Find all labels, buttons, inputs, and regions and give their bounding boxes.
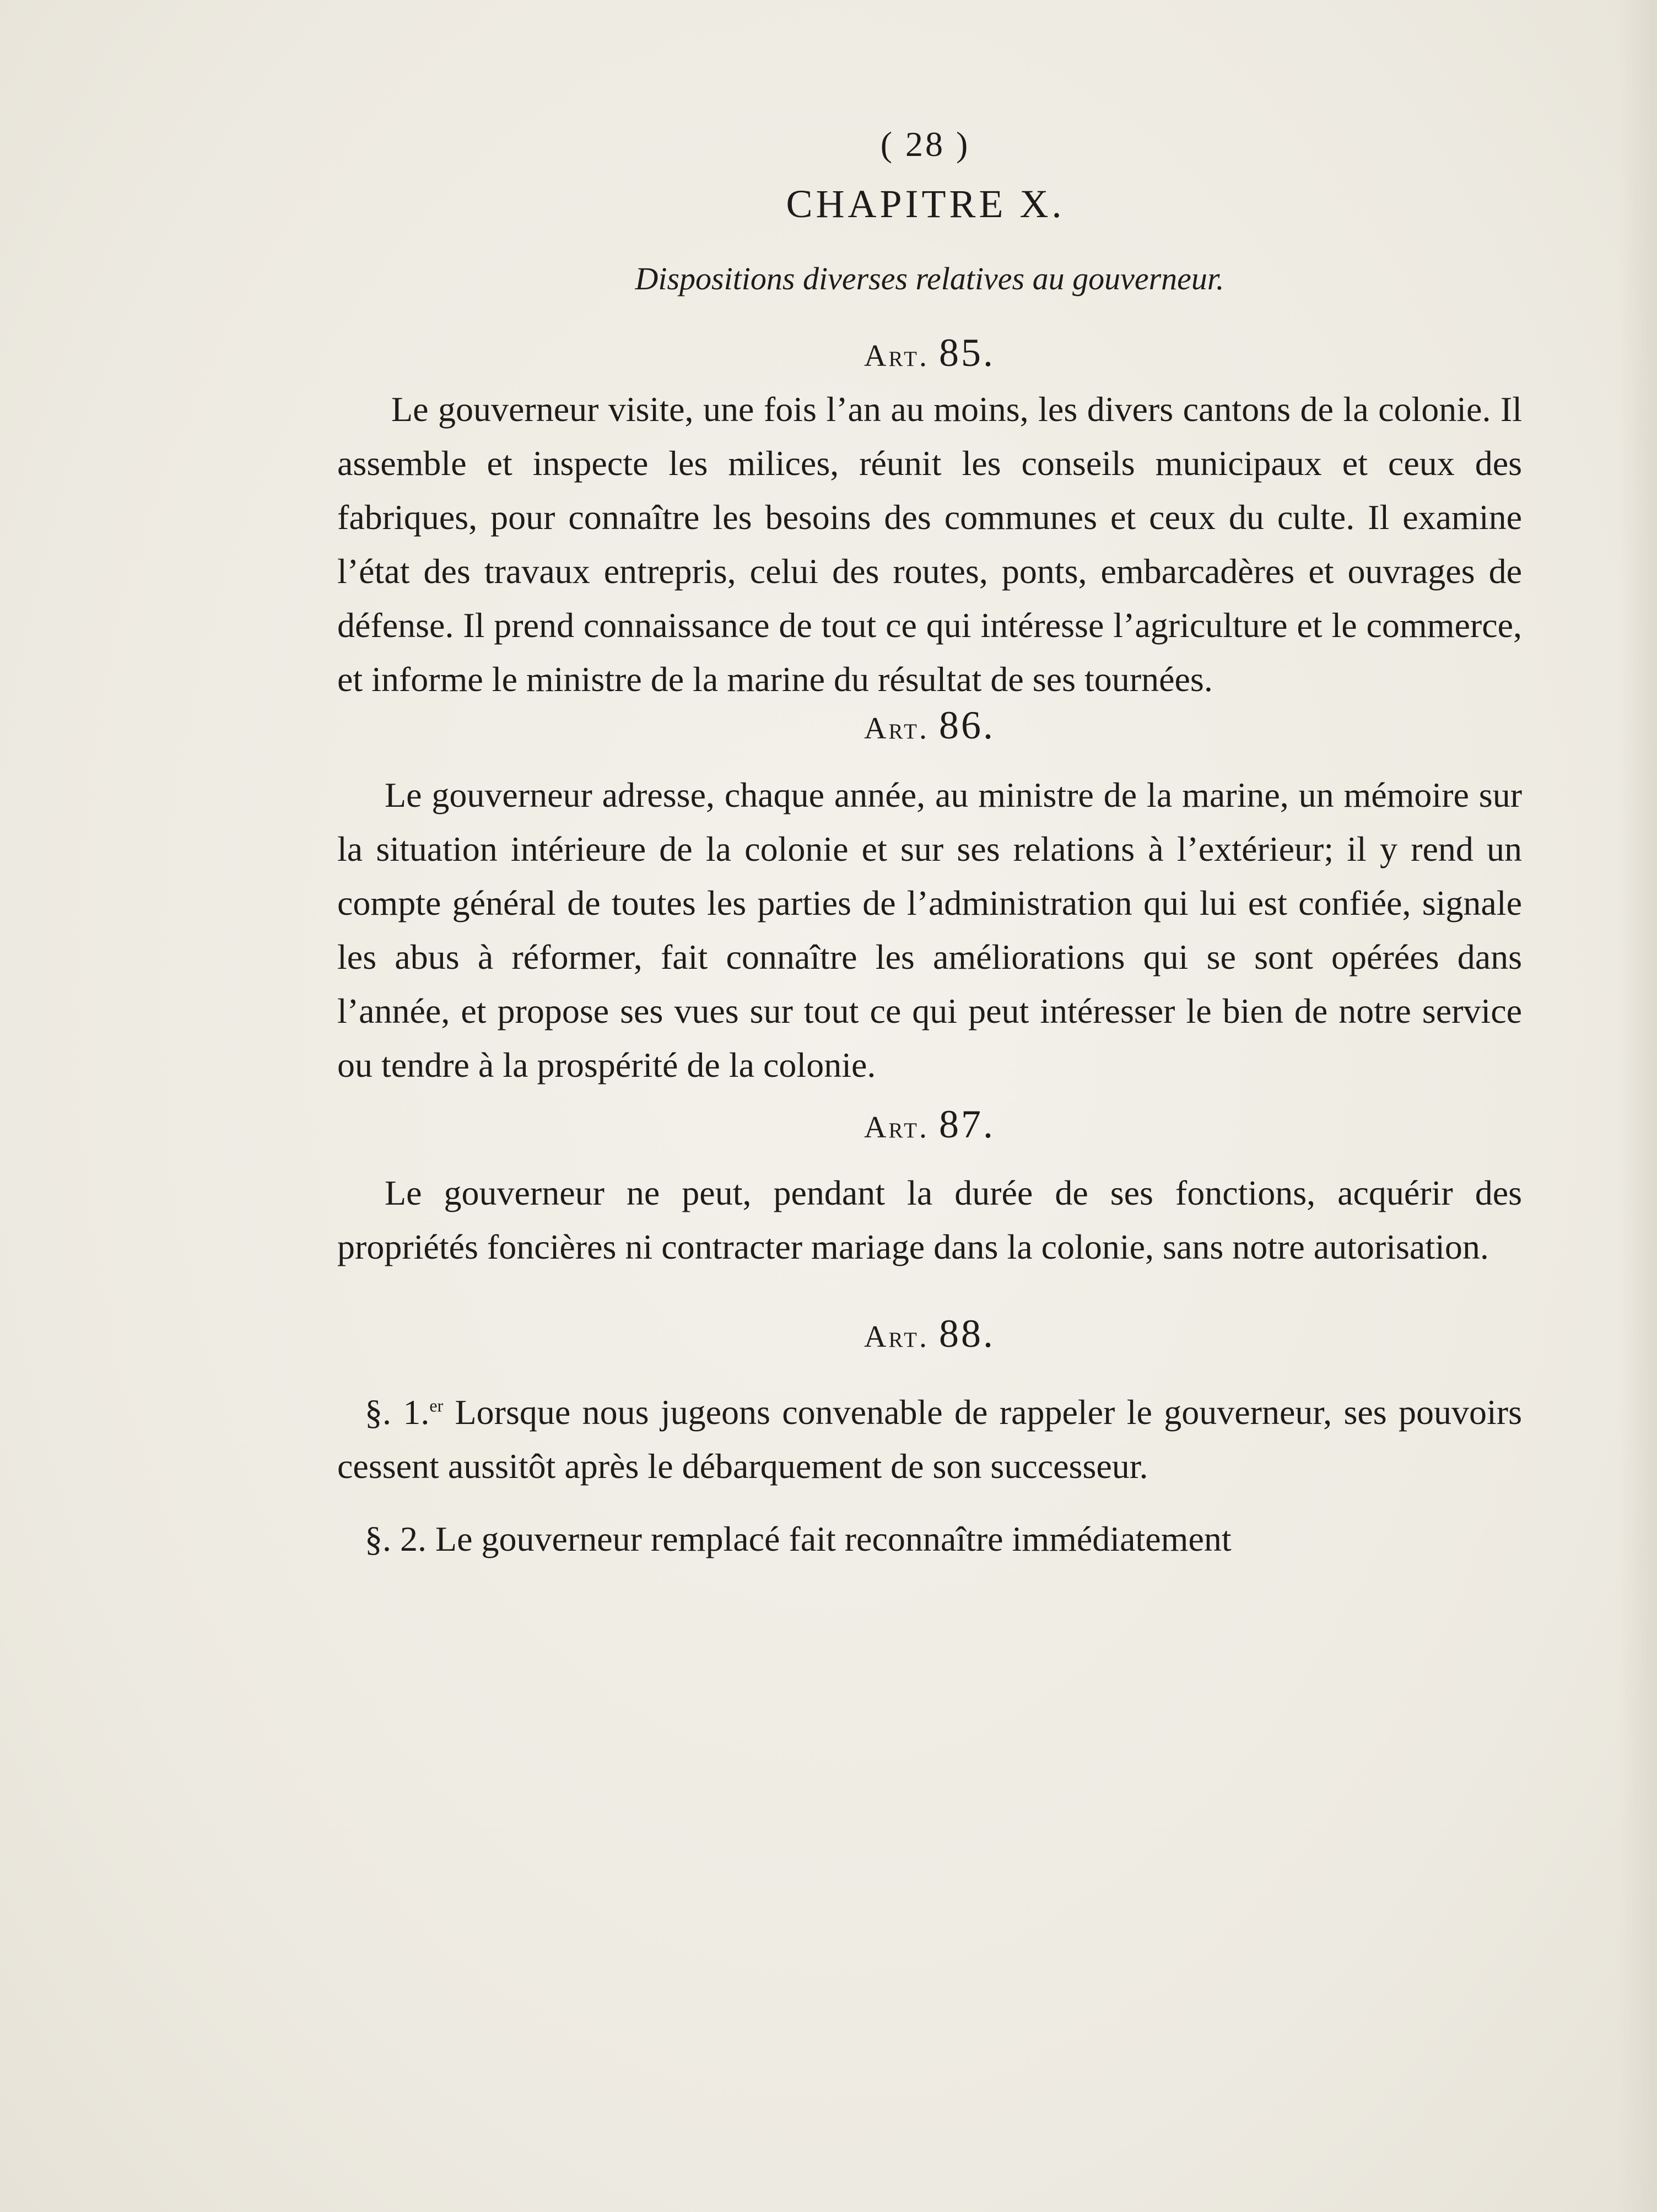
paragraph-marker: §. 2. xyxy=(365,1519,427,1558)
article-number: 88. xyxy=(938,1312,995,1356)
article-number: 87. xyxy=(938,1102,995,1146)
article-heading-85 xyxy=(337,333,1522,373)
article-number: 86. xyxy=(938,703,995,747)
article-number: 85. xyxy=(938,331,995,375)
article-heading-86 xyxy=(337,705,1522,745)
article-label: Art. xyxy=(864,339,929,373)
article-88-paragraph-2 xyxy=(337,1512,1522,1566)
article-text-87: Le gouverneur ne peut, pendant la durée de ses fonctions, acquérir des propriétés foncières ni contracter mariage dans la colonie, sans notre autorisation. xyxy=(337,1173,1522,1266)
paragraph-marker: §. 1. xyxy=(365,1393,430,1432)
page-number: ( 28 ) xyxy=(880,125,970,164)
ordinal-superscript: er xyxy=(429,1395,444,1416)
text-block xyxy=(337,124,1522,1566)
article-text-86: Le gouverneur adresse, chaque année, au ministre de la marine, un mémoire sur la situation intérieure de la colonie et sur ses relations à l’extérieur; il y rend un compte général de toutes les parties de l’administration qui lui est confiée, signale les abus à réformer, fait connaître les améliorations qui se sont opérées dans l’année, et propose ses vues sur tout ce qui peut intéresser le bien de notre service ou tendre à la prospérité de la colonie. xyxy=(337,775,1522,1085)
chapter-subtitle: Dispositions diverses relatives au gouverneur. xyxy=(635,261,1224,296)
article-heading-88 xyxy=(337,1312,1522,1356)
paragraph-text: Le gouverneur remplacé fait reconnaître immédiatement xyxy=(435,1519,1232,1558)
article-label: Art. xyxy=(864,1110,929,1145)
article-label: Art. xyxy=(864,711,929,746)
paragraph-text: Lorsque nous jugeons convenable de rappeler le gouverneur, ses pouvoirs cessent aussitôt après le débarquement de son successeur. xyxy=(337,1393,1523,1486)
article-text-85: Le gouverneur visite, une fois l’an au moins, les divers cantons de la colonie. Il assemble et inspecte les milices, réunit les conseils municipaux et ceux des fabriques, pour connaître les besoins des communes et ceux du culte. Il examine l’état des travaux entrepris, celui des routes, ponts, embarcadères et ouvrages de défense. Il prend connaissance de tout ce qui intéresse l’agriculture et le commerce, et informe le ministre de la marine du résultat de ses tournées. xyxy=(337,390,1522,699)
page-edge-shadow xyxy=(1618,0,1657,2212)
article-heading-87 xyxy=(337,1104,1522,1144)
article-88-paragraph-1 xyxy=(337,1385,1522,1493)
chapter-title: CHAPITRE X. xyxy=(786,182,1065,226)
article-label: Art. xyxy=(864,1320,929,1354)
